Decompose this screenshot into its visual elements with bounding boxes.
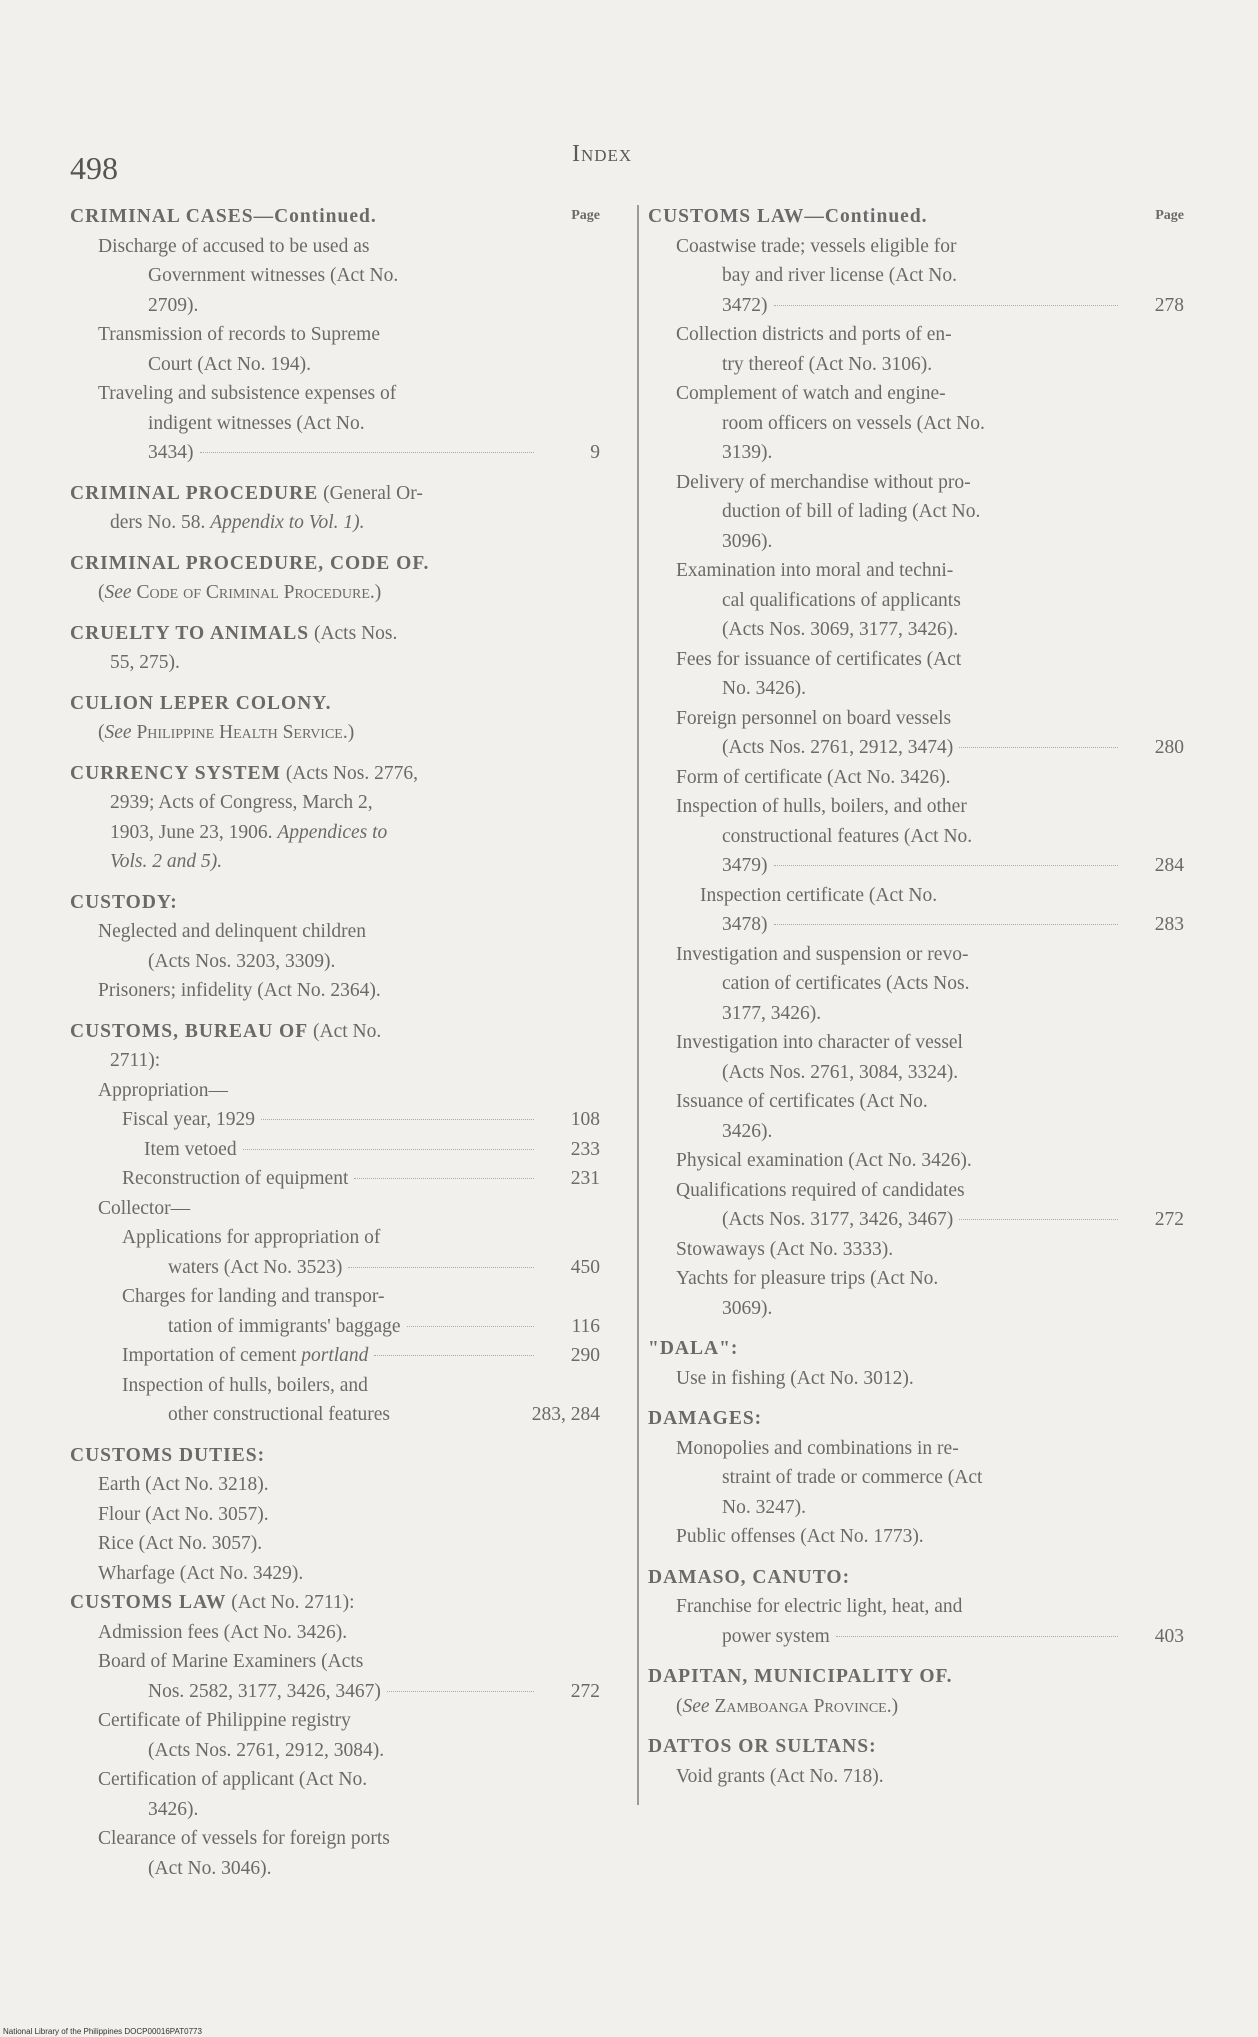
entry-text: waters (Act No. 3523)	[168, 1256, 343, 1278]
entry-text: (General Or-	[323, 482, 423, 504]
entry-text: (Acts Nos.	[313, 622, 398, 644]
entry-line: Void grants (Act No. 718).	[676, 1765, 884, 1787]
entry-line: Complement of watch and engine-	[676, 383, 946, 404]
page-label: Page	[1155, 208, 1184, 223]
dot-leader	[774, 924, 1119, 925]
entry-text: Appendix to Vol. 1).	[210, 512, 365, 533]
left-column	[70, 202, 600, 1883]
entry-line	[648, 291, 1184, 321]
entry-line: cation of certificates (Acts Nos.	[722, 973, 970, 994]
entry-line	[70, 438, 600, 468]
page-ref: 283	[1154, 914, 1184, 935]
dot-leader	[774, 305, 1119, 306]
dot-leader	[200, 452, 535, 453]
dot-leader	[261, 1119, 534, 1120]
dot-leader	[959, 1219, 1118, 1220]
dot-leader	[243, 1149, 534, 1150]
entry-line	[648, 733, 1184, 763]
entry-head: CRIMINAL CASES—Continued.	[70, 206, 377, 227]
see-label: See	[104, 582, 132, 603]
entry-line: (Acts Nos. 2761, 3084, 3324).	[722, 1061, 959, 1083]
entry-line	[70, 1164, 600, 1194]
dot-leader	[836, 1636, 1118, 1637]
dot-leader	[374, 1355, 534, 1356]
page-ref: 284	[1154, 855, 1184, 876]
page-ref: 403	[1154, 1625, 1184, 1647]
entry-line: Examination into moral and techni-	[676, 560, 954, 581]
entry-line: Board of Marine Examiners (Acts	[98, 1651, 364, 1672]
see-label: See	[682, 1695, 710, 1717]
entry-line: bay and river license (Act No.	[722, 265, 957, 286]
right-column	[648, 202, 1184, 1791]
dot-leader	[774, 865, 1119, 866]
entry-line: constructional features (Act No.	[722, 825, 973, 847]
entry-line: room officers on vessels (Act No.	[722, 412, 985, 434]
entry-text: Item vetoed	[144, 1138, 237, 1160]
entry-line: Clearance of vessels for foreign ports	[98, 1828, 390, 1849]
entry-line: 2709).	[148, 294, 199, 316]
entry-line: try thereof (Act No. 3106).	[722, 353, 933, 375]
entry-text: other constructional features	[168, 1404, 390, 1425]
entry-line: (See Philippine Health Service.)	[98, 722, 355, 743]
entry-line: 55, 275).	[110, 652, 180, 673]
entry-line: Government witnesses (Act No.	[148, 265, 399, 286]
entry-line: 3139).	[722, 442, 773, 463]
entry-line: Transmission of records to Supreme	[98, 324, 381, 345]
footer-id: National Library of the Philippines DOCP00016PAT0773	[3, 2027, 202, 2036]
entry-line: Flour (Act No. 3057).	[98, 1503, 269, 1525]
dot-leader	[354, 1178, 534, 1179]
page-ref: 272	[570, 1680, 600, 1702]
dot-leader	[348, 1267, 534, 1268]
page-ref: 9	[590, 442, 600, 463]
page-ref: 280	[1154, 737, 1184, 758]
entry-line: Inspection of hulls, boilers, and other	[676, 796, 967, 817]
entry-line: Collection districts and ports of en-	[676, 324, 952, 345]
entry-line: Rice (Act No. 3057).	[98, 1533, 263, 1554]
entry-line: Use in fishing (Act No. 3012).	[676, 1367, 914, 1389]
entry-line	[70, 1341, 600, 1371]
entry-text: tation of immigrants' baggage	[168, 1315, 401, 1337]
entry-line: Form of certificate (Act No. 3426).	[676, 766, 951, 788]
entry-line: Appropriation—	[98, 1079, 228, 1101]
entry-line: Prisoners; infidelity (Act No. 2364).	[98, 980, 381, 1001]
entry-line	[648, 1205, 1184, 1235]
entry-text: Reconstruction of equipment	[122, 1168, 349, 1189]
entry-text: (Act No. 2711):	[231, 1592, 355, 1613]
entry-line: Inspection of hulls, boilers, and	[122, 1374, 368, 1396]
entry-line: 2711):	[110, 1050, 161, 1071]
entry-line	[70, 479, 600, 509]
column-divider	[637, 205, 639, 1805]
entry-line: 3069).	[722, 1297, 773, 1319]
entry-head: CUSTODY:	[70, 891, 178, 913]
entry-head: CRIMINAL PROCEDURE, CODE OF.	[70, 552, 430, 574]
entry-line	[70, 1588, 600, 1618]
entry-line	[648, 1622, 1184, 1652]
page-label: Page	[571, 208, 600, 223]
cross-reference: Philippine Health Service.	[136, 722, 348, 743]
entry-head: CULION LEPER COLONY.	[70, 692, 332, 714]
entry-line: Wharfage (Act No. 3429).	[98, 1562, 304, 1584]
entry-text: (Acts Nos. 2776,	[285, 762, 418, 784]
entry-line: Coastwise trade; vessels eligible for	[676, 235, 957, 257]
entry-line: (Acts Nos. 3203, 3309).	[148, 950, 336, 972]
entry-text: (Act No.	[313, 1020, 382, 1042]
entry-line: Issuance of certificates (Act No.	[676, 1091, 928, 1112]
entry-line: Neglected and delinquent children	[98, 921, 367, 942]
entry-head: CUSTOMS, BUREAU OF	[70, 1020, 309, 1042]
entry-head: CRUELTY TO ANIMALS	[70, 622, 310, 644]
cross-reference: Zamboanga Province.	[714, 1695, 892, 1717]
entry-head: CUSTOMS DUTIES:	[70, 1444, 266, 1466]
entry-line: indigent witnesses (Act No.	[148, 412, 365, 434]
entry-line	[648, 910, 1184, 940]
entry-line: Physical examination (Act No. 3426).	[676, 1150, 972, 1171]
entry-line: No. 3247).	[722, 1496, 806, 1518]
entry-text: Nos. 2582, 3177, 3426, 3467)	[148, 1680, 381, 1702]
entry-line: Traveling and subsistence expenses of	[98, 383, 397, 404]
entry-line: 3426).	[148, 1798, 199, 1820]
entry-line: Qualifications required of candidates	[676, 1179, 965, 1201]
entry-line: Applications for appropriation of	[122, 1227, 381, 1248]
entry-head: "DALA":	[648, 1338, 739, 1359]
cross-reference: Code of Criminal Procedure.	[136, 582, 375, 603]
entry-text: power system	[722, 1625, 830, 1647]
page-ref: 450	[570, 1256, 600, 1278]
page-ref: 116	[571, 1315, 600, 1337]
entry-line: Stowaways (Act No. 3333).	[676, 1238, 894, 1260]
entry-head: DAMASO, CANUTO:	[648, 1566, 851, 1588]
entry-line	[70, 1105, 600, 1135]
entry-line	[70, 759, 600, 789]
entry-line: 3096).	[722, 530, 773, 552]
entry-line: (Acts Nos. 2761, 2912, 3084).	[148, 1739, 385, 1761]
page-ref: 231	[570, 1168, 600, 1189]
page-ref: 283, 284	[531, 1404, 600, 1425]
entry-line: (Acts Nos. 3069, 3177, 3426).	[722, 619, 959, 640]
entry-line: Yachts for pleasure trips (Act No.	[676, 1268, 939, 1289]
entry-head: DAMAGES:	[648, 1408, 763, 1429]
entry-line: Collector—	[98, 1197, 191, 1219]
entry-head: CUSTOMS LAW—Continued.	[648, 206, 928, 227]
entry-line	[70, 508, 600, 538]
entry-text: Appendices to	[277, 821, 388, 843]
entry-line: Admission fees (Act No. 3426).	[98, 1621, 348, 1643]
entry-line: Certificate of Philippine registry	[98, 1710, 351, 1731]
entry-line: Inspection certificate (Act No.	[700, 884, 938, 906]
entry-line: Fees for issuance of certificates (Act	[676, 648, 962, 670]
entry-head: CUSTOMS LAW	[70, 1592, 227, 1613]
entry-line: Certification of applicant (Act No.	[98, 1769, 368, 1790]
entry-line	[648, 851, 1184, 881]
entry-line: Public offenses (Act No. 1773).	[676, 1526, 924, 1547]
entry-text	[122, 1341, 368, 1371]
entry-line: 2939; Acts of Congress, March 2,	[110, 792, 373, 813]
page-ref: 272	[1154, 1209, 1184, 1230]
entry-line	[70, 818, 600, 848]
dot-leader	[407, 1326, 534, 1327]
entry-text: 3479)	[722, 855, 768, 876]
entry-line: cal qualifications of applicants	[722, 589, 961, 611]
entry-text: 3472)	[722, 294, 768, 316]
entry-line: straint of trade or commerce (Act	[722, 1467, 983, 1488]
entry-line: (See Zamboanga Province.)	[676, 1695, 899, 1717]
entry-head: CRIMINAL PROCEDURE	[70, 482, 319, 504]
entry-line	[70, 1312, 600, 1342]
entry-line: Discharge of accused to be used as	[98, 235, 370, 257]
entry-line	[70, 1677, 600, 1707]
dot-leader	[959, 747, 1118, 748]
entry-line: duction of bill of lading (Act No.	[722, 501, 981, 522]
entry-line: Charges for landing and transpor-	[122, 1286, 385, 1307]
entry-line: Court (Act No. 194).	[148, 353, 312, 375]
entry-line: Investigation into character of vessel	[676, 1032, 963, 1053]
entry-line: Franchise for electric light, heat, and	[676, 1596, 963, 1617]
entry-line: Investigation and suspension or revo-	[676, 943, 969, 965]
entry-text: portland	[301, 1345, 369, 1366]
page-ref: 233	[570, 1138, 600, 1160]
entry-line: Delivery of merchandise without pro-	[676, 471, 971, 493]
entry-text: 1903, June 23, 1906.	[110, 821, 273, 843]
entry-line: Earth (Act No. 3218).	[98, 1474, 269, 1495]
entry-text: (Acts Nos. 3177, 3426, 3467)	[722, 1209, 954, 1230]
entry-line: (See Code of Criminal Procedure.)	[98, 582, 382, 603]
entry-line	[70, 619, 600, 649]
entry-text: ders No. 58.	[110, 512, 206, 533]
entry-line	[70, 1253, 600, 1283]
page-ref: 108	[570, 1109, 600, 1130]
entry-line: Monopolies and combinations in re-	[676, 1437, 959, 1459]
entry-line: No. 3426).	[722, 678, 806, 699]
entry-text: Importation of cement	[122, 1345, 297, 1366]
entry-text: Vols. 2 and 5).	[110, 851, 223, 872]
entry-text: Fiscal year, 1929	[122, 1109, 255, 1130]
entry-text: (Acts Nos. 2761, 2912, 3474)	[722, 737, 954, 758]
see-label: See	[104, 722, 132, 743]
entry-line: Foreign personnel on board vessels	[676, 707, 952, 729]
page-ref: 278	[1154, 294, 1184, 316]
entry-line	[70, 1017, 600, 1047]
entry-head: DATTOS OR SULTANS:	[648, 1736, 877, 1757]
entry-text: 3478)	[722, 914, 768, 935]
entry-line: 3177, 3426).	[722, 1002, 822, 1024]
page-number: 498	[70, 150, 118, 186]
entry-head: DAPITAN, MUNICIPALITY OF.	[648, 1666, 953, 1687]
entry-line: (Act No. 3046).	[148, 1857, 272, 1879]
page-ref: 290	[570, 1345, 600, 1366]
entry-line: 3426).	[722, 1120, 773, 1142]
entry-line	[70, 1135, 600, 1165]
entry-head: CURRENCY SYSTEM	[70, 762, 281, 784]
entry-line	[70, 1400, 600, 1430]
entry-line	[70, 847, 600, 877]
entry-text: 3434)	[148, 442, 194, 463]
running-head: Index	[572, 141, 633, 167]
dot-leader	[387, 1691, 534, 1692]
